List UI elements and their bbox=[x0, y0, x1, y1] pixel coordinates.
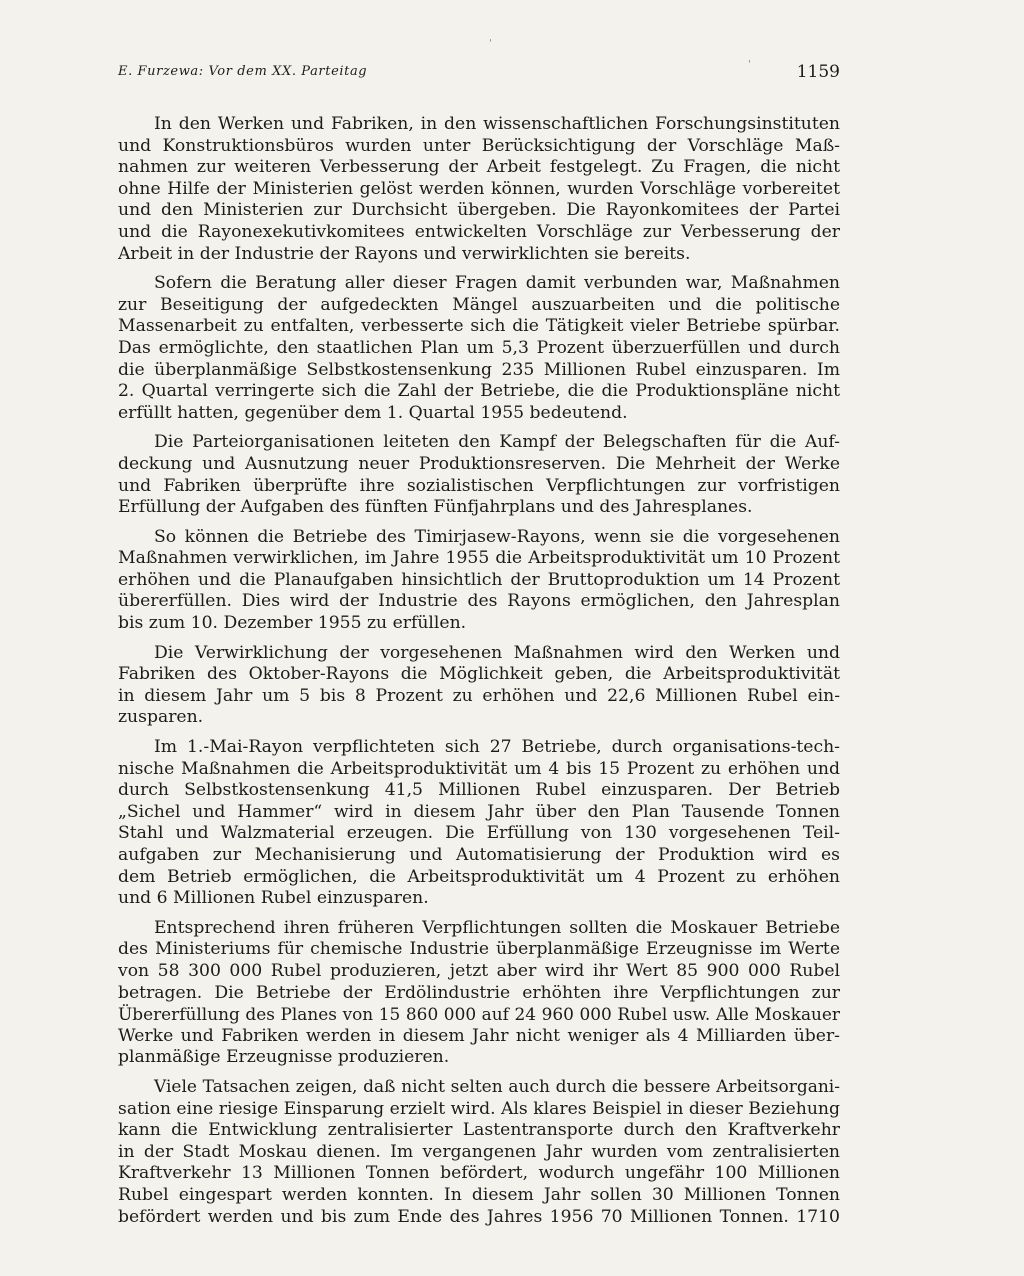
text-line: Werke und Fabriken werden in diesem Jahr nicht weniger als 4 Milliarden über- bbox=[118, 1025, 840, 1046]
text-line: des Ministeriums für chemische Industrie überplanmäßige Erzeugnisse im Werte bbox=[118, 939, 840, 960]
text-line: zur Beseitigung der aufgedeckten Mängel auszuarbeiten und die politische bbox=[118, 294, 840, 315]
text-line: Fabriken des Oktober-Rayons die Möglichkeit geben, die Arbeitsproduktivität bbox=[118, 664, 840, 685]
text-line: die überplanmäßige Selbstkostensenkung 235 Millionen Rubel einzusparen. Im bbox=[118, 359, 840, 380]
text-line: in der Stadt Moskau dienen. Im vergangenen Jahr wurden vom zentralisierten bbox=[118, 1141, 840, 1162]
text-line: Rubel eingespart werden konnten. In diesem Jahr sollen 30 Millionen Tonnen bbox=[118, 1184, 840, 1205]
text-line: Viele Tatsachen zeigen, daß nicht selten auch durch die bessere Arbeitsorgani- bbox=[154, 1076, 840, 1097]
text-line: Arbeit in der Industrie der Rayons und verwirklichten sie bereits. bbox=[118, 243, 691, 264]
text-line: zusparen. bbox=[118, 707, 204, 728]
text-line: nahmen zur weiteren Verbesserung der Arbeit festgelegt. Zu Fragen, die nicht bbox=[118, 157, 840, 178]
text-line: kann die Entwicklung zentralisierter Lastentransporte durch den Kraftverkehr bbox=[118, 1120, 840, 1141]
text-line: bis zum 10. Dezember 1955 zu erfüllen. bbox=[118, 613, 467, 634]
text-line: durch Selbstkostensenkung 41,5 Millionen Rubel einzusparen. Der Betrieb bbox=[118, 780, 840, 801]
text-line: und Konstruktionsbüros wurden unter Berücksichtigung der Vorschläge Maß- bbox=[118, 135, 840, 156]
text-line: Sofern die Beratung aller dieser Fragen damit verbunden war, Maßnahmen bbox=[154, 273, 840, 294]
paragraph bbox=[118, 737, 840, 910]
paragraph bbox=[118, 273, 840, 424]
page-number: 1159 bbox=[796, 62, 840, 82]
running-header bbox=[118, 64, 840, 86]
text-line: erfüllt hatten, gegenüber dem 1. Quartal 1955 bedeutend. bbox=[118, 402, 628, 423]
text-line: Stahl und Walzmaterial erzeugen. Die Erfüllung von 130 vorgesehenen Teil- bbox=[118, 823, 840, 844]
text-line: Im 1.-Mai-Rayon verpflichteten sich 27 Betriebe, durch organisations-tech- bbox=[154, 737, 840, 758]
text-line: deckung und Ausnutzung neuer Produktionsreserven. Die Mehrheit der Werke bbox=[118, 453, 840, 474]
text-line: dem Betrieb ermöglichen, die Arbeitsproduktivität um 4 Prozent zu erhöhen bbox=[118, 866, 840, 887]
text-line: ohne Hilfe der Ministerien gelöst werden können, wurden Vorschläge vorbereitet bbox=[118, 178, 840, 199]
text-line: von 58 300 000 Rubel produzieren, jetzt aber wird ihr Wert 85 900 000 Rubel bbox=[118, 960, 840, 981]
body-text bbox=[118, 114, 840, 1236]
text-line: und die Rayonexekutivkomitees entwickelten Vorschläge zur Verbesserung der bbox=[118, 221, 840, 242]
paragraph bbox=[118, 643, 840, 729]
running-title: E. Furzewa: Vor dem XX. Parteitag bbox=[118, 64, 368, 79]
print-speck: ˌ bbox=[748, 53, 751, 64]
text-line: und 6 Millionen Rubel einzusparen. bbox=[118, 888, 429, 909]
paragraph bbox=[118, 114, 840, 265]
text-line: Maßnahmen verwirklichen, im Jahre 1955 die Arbeitsproduktivität um 10 Prozent bbox=[118, 548, 840, 569]
paragraph bbox=[118, 918, 840, 1069]
text-line: sation eine riesige Einsparung erzielt wird. Als klares Beispiel in dieser Beziehung bbox=[118, 1098, 840, 1119]
paragraph bbox=[118, 527, 840, 635]
paragraph bbox=[118, 1077, 840, 1228]
text-line: befördert werden und bis zum Ende des Jahres 1956 70 Millionen Tonnen. 1710 bbox=[118, 1206, 840, 1227]
text-line: betragen. Die Betriebe der Erdölindustrie erhöhten ihre Verpflichtungen zur bbox=[118, 982, 840, 1003]
paragraph bbox=[118, 432, 840, 518]
text-line: planmäßige Erzeugnisse produzieren. bbox=[118, 1047, 450, 1068]
text-line: Übererfüllung des Planes von 15 860 000 auf 24 960 000 Rubel usw. Alle Moskauer bbox=[118, 1004, 840, 1025]
text-line: Das ermöglichte, den staatlichen Plan um 5,3 Prozent überzuerfüllen und durch bbox=[118, 337, 840, 358]
text-line: nische Maßnahmen die Arbeitsproduktivität um 4 bis 15 Prozent zu erhöhen und bbox=[118, 758, 840, 779]
text-line: in diesem Jahr um 5 bis 8 Prozent zu erhöhen und 22,6 Millionen Rubel ein- bbox=[118, 685, 840, 706]
text-line: In den Werken und Fabriken, in den wissenschaftlichen Forschungsinstituten bbox=[154, 114, 840, 134]
print-speck: ˈ bbox=[489, 39, 492, 50]
text-line: 2. Quartal verringerte sich die Zahl der Betriebe, die die Produktionspläne nicht bbox=[118, 381, 840, 402]
text-line: Entsprechend ihren früheren Verpflichtungen sollten die Moskauer Betriebe bbox=[154, 917, 840, 938]
text-line: Die Verwirklichung der vorgesehenen Maßnahmen wird den Werken und bbox=[154, 642, 840, 663]
text-line: Die Parteiorganisationen leiteten den Kampf der Belegschaften für die Auf- bbox=[154, 432, 840, 453]
text-line: und den Ministerien zur Durchsicht übergeben. Die Rayonkomitees der Partei bbox=[118, 200, 840, 221]
text-line: übererfüllen. Dies wird der Industrie des Rayons ermöglichen, den Jahresplan bbox=[118, 591, 840, 612]
text-line: Erfüllung der Aufgaben des fünften Fünfjahrplans und des Jahresplanes. bbox=[118, 497, 753, 518]
text-line: Massenarbeit zu entfalten, verbesserte sich die Tätigkeit vieler Betriebe spürbar. bbox=[118, 316, 840, 337]
text-line: aufgaben zur Mechanisierung und Automatisierung der Produktion wird es bbox=[118, 845, 840, 865]
text-line: erhöhen und die Planaufgaben hinsichtlich der Bruttoproduktion um 14 Prozent bbox=[118, 569, 840, 590]
text-line: und Fabriken überprüfte ihre sozialistischen Verpflichtungen zur vorfristigen bbox=[118, 475, 840, 496]
text-line: „Sichel und Hammer“ wird in diesem Jahr über den Plan Tausende Tonnen bbox=[118, 801, 840, 822]
text-line: So können die Betriebe des Timirjasew-Rayons, wenn sie die vorgesehenen bbox=[154, 526, 840, 547]
text-line: Kraftverkehr 13 Millionen Tonnen befördert, wodurch ungefähr 100 Millionen bbox=[118, 1163, 840, 1184]
